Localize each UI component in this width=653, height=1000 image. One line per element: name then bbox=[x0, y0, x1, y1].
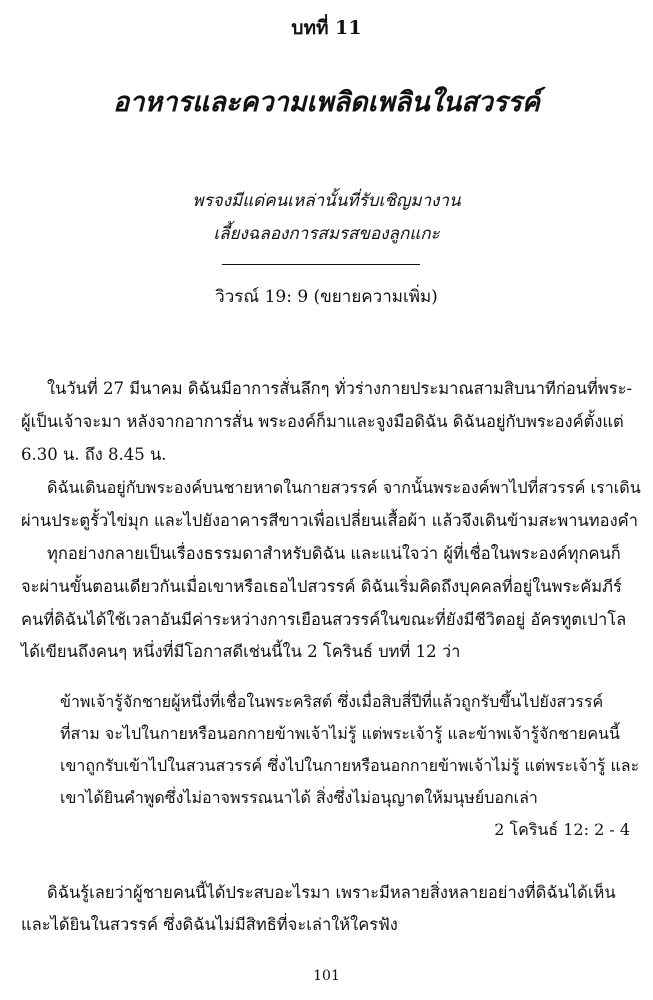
paragraph-line: จะผ่านขั้นตอนเดียวกันเมื่อเขาหรือเธอไปสวรรค์ ดิฉันเริ่มคิดถึงบุคคลที่อยู่ในพระคัมภีร์ bbox=[21, 577, 622, 596]
chapter-label: บทที่ 11 bbox=[291, 17, 362, 39]
paragraph-line: ได้เขียนถึงคนๆ หนึ่งที่มีโอกาสดีเช่นนี้ใน 2 โครินธ์ บทที่ 12 ว่า bbox=[21, 642, 461, 661]
epigraph-line: พรจงมีแด่คนเหล่านั้นที่รับเชิญมางาน bbox=[192, 191, 461, 211]
quote-reference: 2 โครินธ์ 12: 2 - 4 bbox=[494, 820, 630, 839]
paragraph-line: และได้ยินในสวรรค์ ซึ่งดิฉันไม่มีสิทธิที่จะเล่าให้ใครฟัง bbox=[21, 915, 398, 934]
paragraph-line: ผ่านประตูรั้วไข่มุก และไปยังอาคารสีขาวเพื่อเปลี่ยนเสื้อผ้า แล้วจึงเดินข้ามสะพานทองคำ bbox=[21, 511, 638, 530]
quote-line: ที่สาม จะไปในกายหรือนอกกายข้าพเจ้าไม่รู้ แต่พระเจ้ารู้ และข้าพเจ้ารู้จักชายคนนี้ bbox=[60, 724, 620, 743]
epigraph-line: เลี้ยงฉลองการสมรสของลูกแกะ bbox=[213, 224, 440, 244]
quote-line: เขาได้ยินคำพูดซึ่งไม่อาจพรรณนาได้ สิ่งซึ่งไม่อนุญาตให้มนุษย์บอกเล่า bbox=[60, 788, 538, 807]
paragraph-line: ดิฉันเดินอยู่กับพระองค์บนชายหาดในกายสวรรค์ จากนั้นพระองค์พาไปที่สวรรค์ เราเดิน bbox=[47, 478, 641, 497]
quote-line: เขาถูกรับเข้าไปในสวนสวรรค์ ซึ่งไปในกายหรือนอกกายข้าพเจ้าไม่รู้ แต่พระเจ้ารู้ และ bbox=[60, 756, 640, 775]
chapter-title: อาหารและความเพลิดเพลินในสวรรค์ bbox=[113, 87, 540, 118]
paragraph-line: คนที่ดิฉันได้ใช้เวลาอันมีค่าระหว่างการเยือนสวรรค์ในขณะที่ยังมีชีวิตอยู่ อัครทูตเปาโล bbox=[21, 610, 627, 629]
quote-line: ข้าพเจ้ารู้จักชายผู้หนึ่งที่เชื่อในพระคริสต์ ซึ่งเมื่อสิบสี่ปีที่แล้วถูกรับขึ้นไปยังสวรรค์ bbox=[60, 692, 604, 711]
paragraph-line: ผู้เป็นเจ้าจะมา หลังจากอาการสั่น พระองค์ก็มาและจูงมือดิฉัน ดิฉันอยู่กับพระองค์ตั้งแต่ bbox=[21, 412, 624, 431]
paragraph-line: 6.30 น. ถึง 8.45 น. bbox=[21, 445, 167, 464]
page-number: 101 bbox=[313, 968, 340, 984]
paragraph-line: ทุกอย่างกลายเป็นเรื่องธรรมดาสำหรับดิฉัน และแน่ใจว่า ผู้ที่เชื่อในพระองค์ทุกคนก็ bbox=[47, 544, 621, 563]
epigraph-divider bbox=[222, 264, 420, 265]
paragraph-line: ดิฉันรู้เลยว่าผู้ชายคนนี้ได้ประสบอะไรมา เพราะมีหลายสิ่งหลายอย่างที่ดิฉันได้เห็น bbox=[47, 883, 616, 902]
epigraph-reference: วิวรณ์ 19: 9 (ขยายความเพิ่ม) bbox=[215, 287, 438, 307]
paragraph-line: ในวันที่ 27 มีนาคม ดิฉันมีอาการสั่นลึกๆ ทั่วร่างกายประมาณสามสิบนาทีก่อนที่พระ- bbox=[47, 379, 633, 398]
